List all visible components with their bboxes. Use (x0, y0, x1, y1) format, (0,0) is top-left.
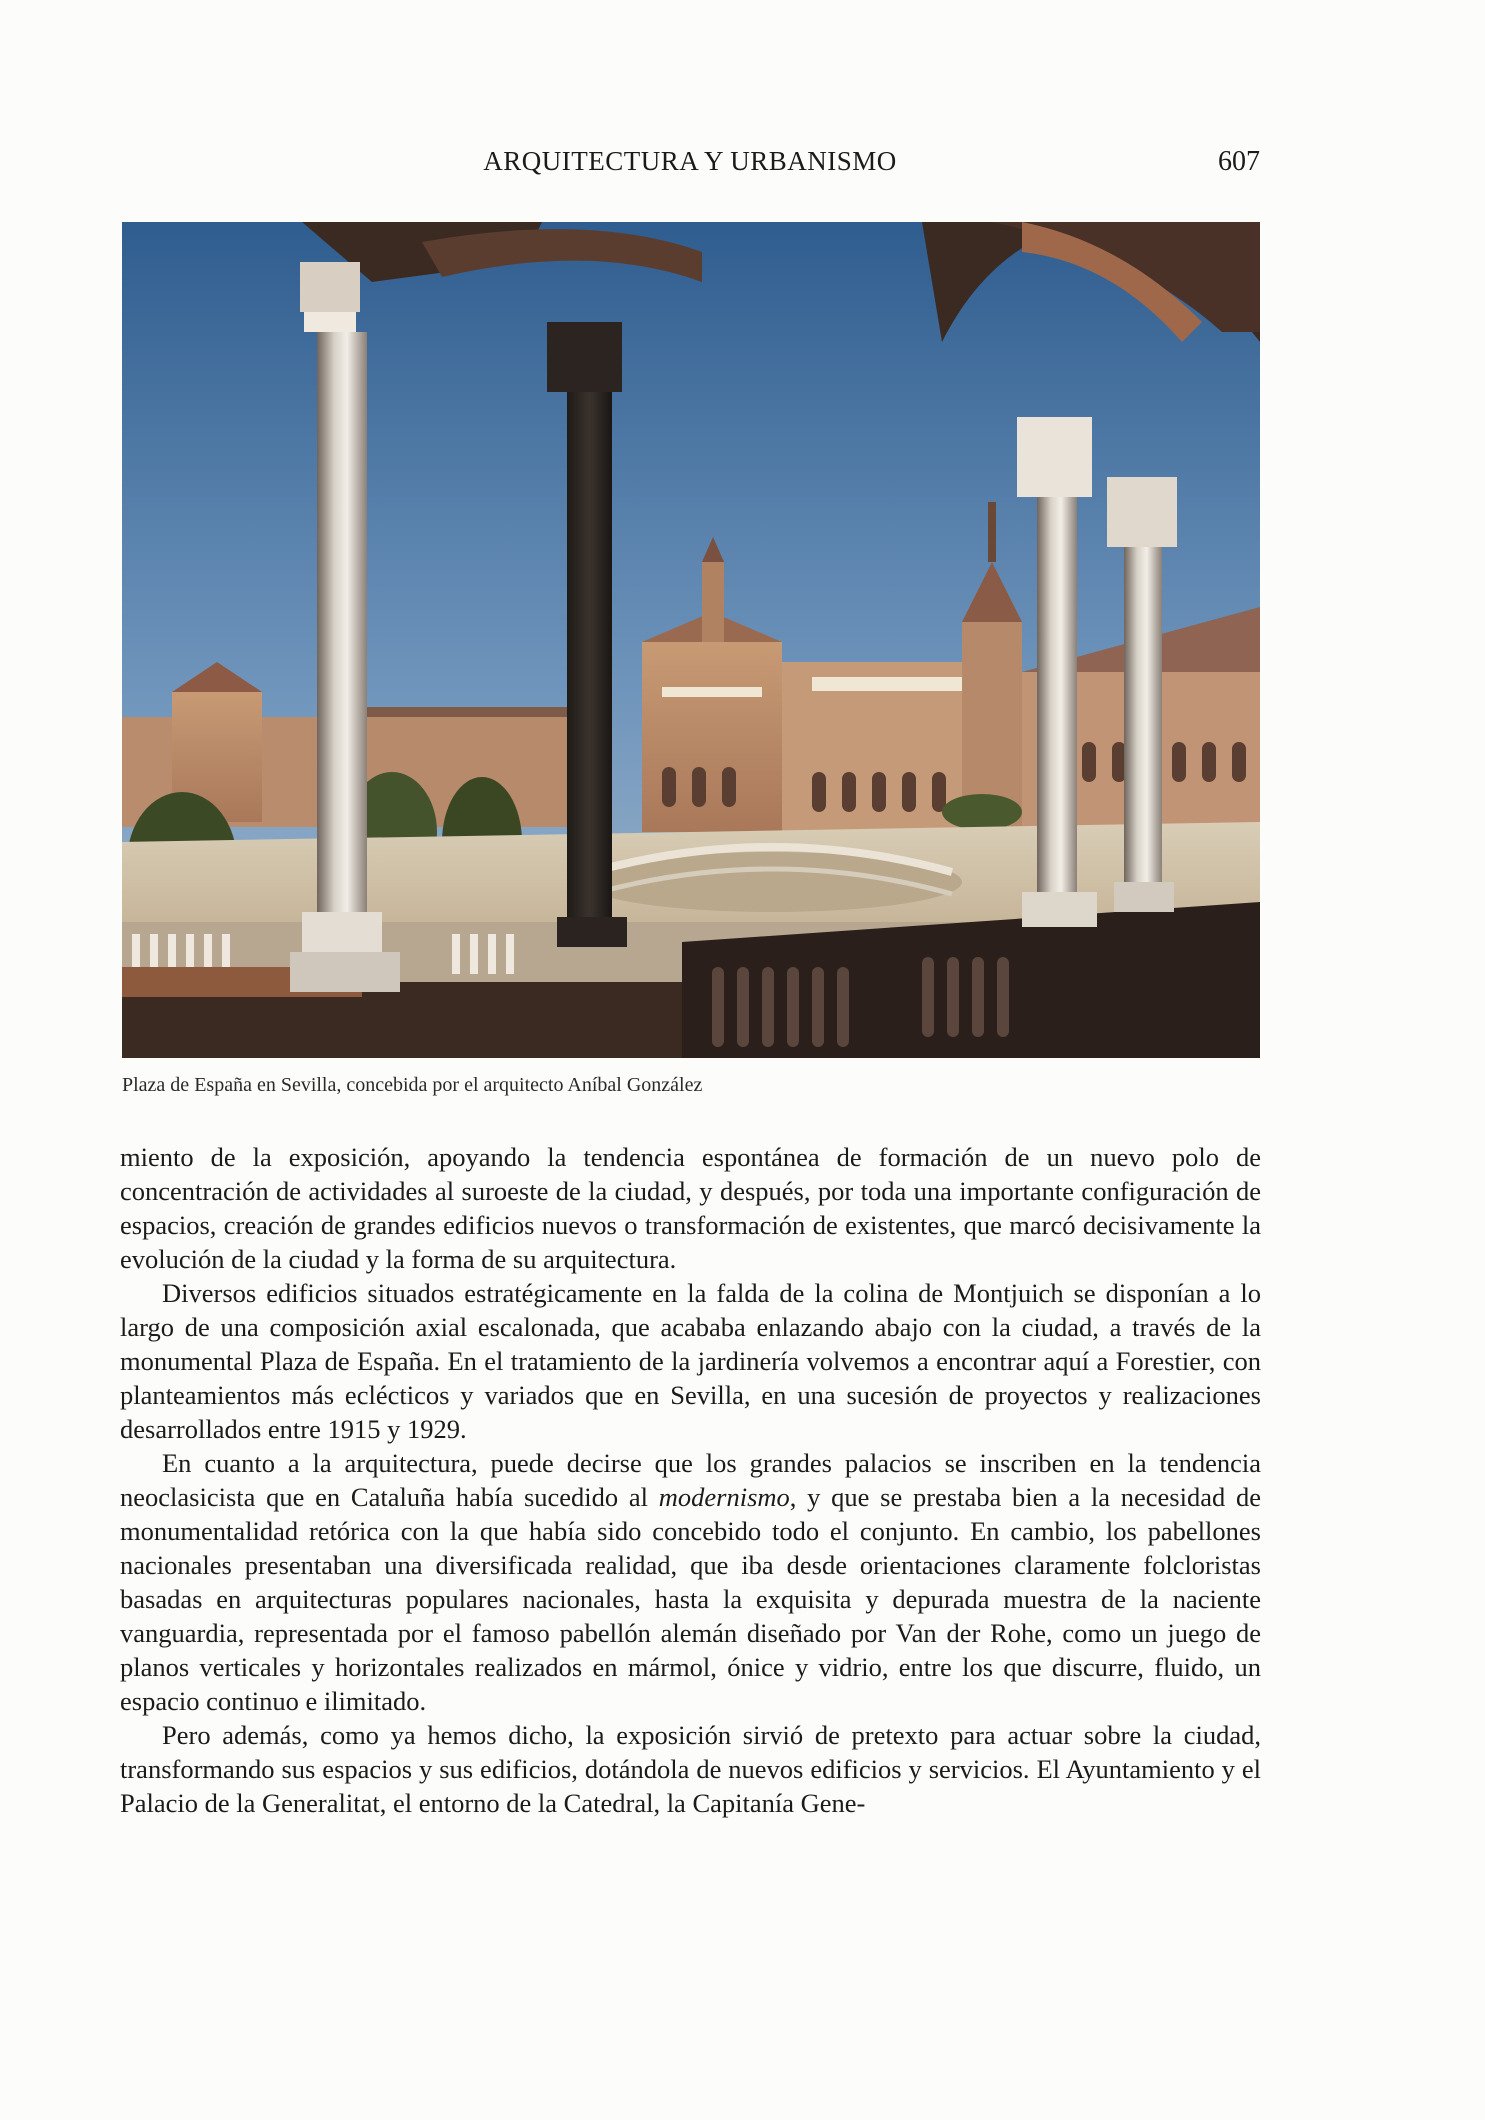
paragraph-2: Diversos edificios situados estratégicamente en la falda de la colina de Montjuich se disponían a lo largo de una composición axial escalonada, que acababa enlazando abajo con la ciudad, a través de la monumental Plaza de España. En el tratamiento de la jardinería volvemos a encontrar aquí a Forestier, con planteamientos más eclécticos y variados que en Sevilla, en una sucesión de proyectos y realizaciones desarrollados entre 1915 y 1929. (120, 1278, 1261, 1444)
paragraph-3-italic-term: modernismo (658, 1482, 790, 1512)
page-number: 607 (1218, 146, 1260, 177)
running-head (120, 146, 1260, 186)
paragraph-1: miento de la exposición, apoyando la tendencia espontánea de formación de un nuevo polo de concentración de actividades al suroeste de la ciudad, y después, por toda una importante configuración de espacios, creación de grandes edificios nuevos o transformación de existentes, que marcó decisivamente la evolución de la ciudad y la forma de su arquitectura. (120, 1142, 1261, 1274)
body-text (120, 1140, 1261, 1820)
figure-caption: Plaza de España en Sevilla, concebida por el arquitecto Aníbal González (122, 1074, 703, 1096)
paragraph-3 (120, 1446, 1261, 1718)
paragraph-3-part-1: En cuanto a la arquitectura, puede decirse que los grandes palacios se inscriben en la tendencia neoclasicista que en Cataluña había sucedido al (120, 1448, 1261, 1512)
paragraph-4: Pero además, como ya hemos dicho, la exposición sirvió de pretexto para actuar sobre la ciudad, transformando sus espacios y sus edificios, dotándola de nuevos edificios y servicios. El Ayuntamiento y el Palacio de la Generalitat, el entorno de la Catedral, la Capitanía Gene- (120, 1720, 1261, 1818)
section-title: ARQUITECTURA Y URBANISMO (483, 146, 897, 176)
paragraph-3-part-2: , y que se prestaba bien a la necesidad de monumentalidad retórica con la que había sido concebido todo el conjunto. En cambio, los pabellones nacionales presentaban una diversificada realidad, que iba desde orientaciones claramente folcloristas basadas en arquitecturas populares nacionales, hasta la exquisita y depurada muestra de la naciente vanguardia, representada por el famoso pabellón alemán diseñado por Van der Rohe, como un juego de planos verticales y horizontales realizados en mármol, ónice y vidrio, entre los que discurre, fluido, un espacio continuo e ilimitado. (120, 1482, 1261, 1716)
photo-plaza-espana (122, 222, 1260, 1058)
